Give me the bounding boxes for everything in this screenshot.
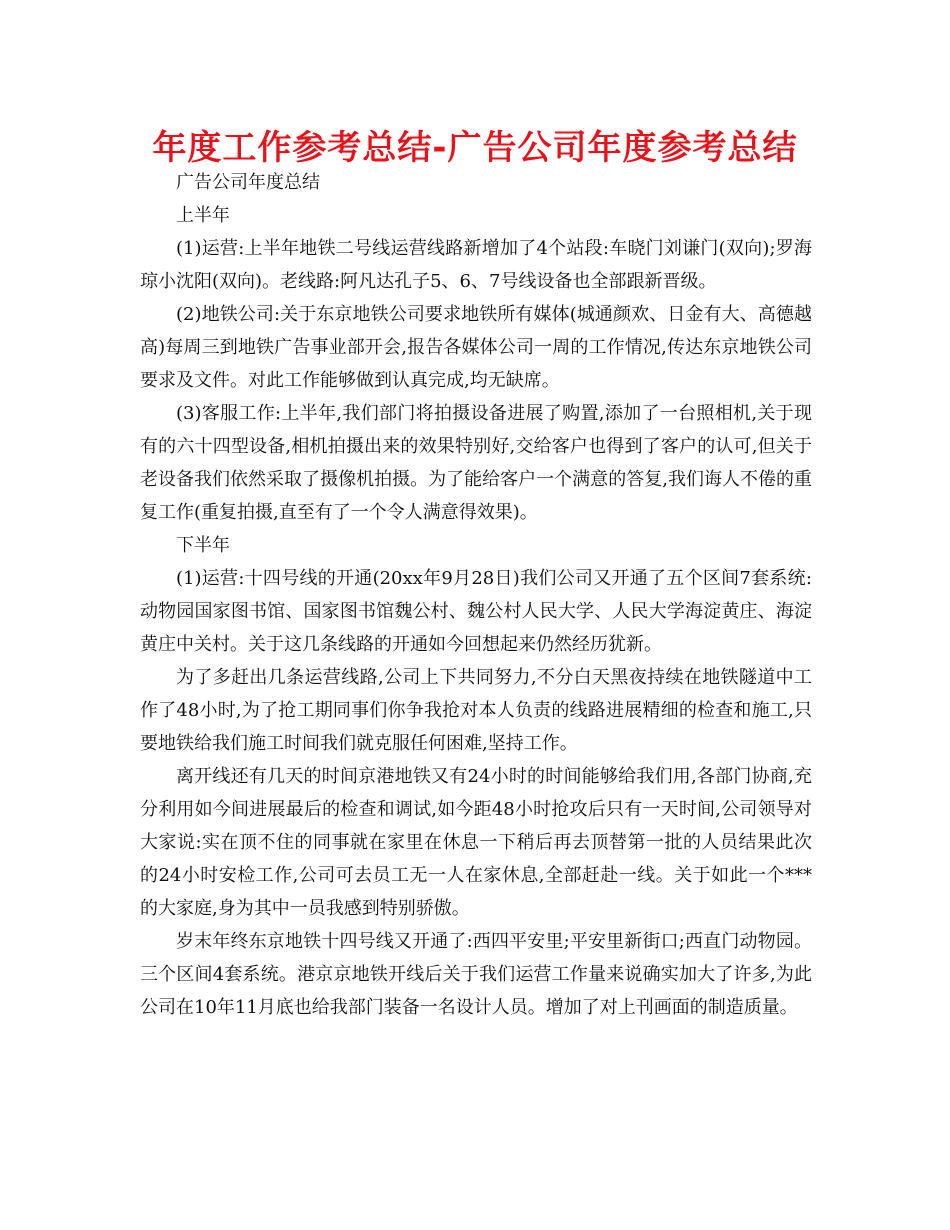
section-heading-second-half: 下半年 xyxy=(176,535,230,556)
paragraph: 岁末年终东京地铁十四号线又开通了:西四平安里;平安里新街口;西直门动物园。三个区间4套系统。港京京地铁开线后关于我们运营工作量来说确实加大了许多,为此公司在10年11月底也给我部门装备一名设计人员。增加了对上刊画面的制造质量。 xyxy=(140,931,812,1018)
paragraph: 为了多赶出几条运营线路,公司上下共同努力,不分白天黑夜持续在地铁隧道中工作了48小时,为了抢工期同事们你争我抢对本人负责的线路进展精细的检查和施工,只要地铁给我们施工时间我们就克服任何困难,坚持工作。 xyxy=(140,667,812,754)
paragraph-subtitle: 广告公司年度总结 xyxy=(176,172,320,193)
document-title: 年度工作参考总结-广告公司年度参考总结 xyxy=(152,128,798,168)
paragraph: 离开线还有几天的时间京港地铁又有24小时的时间能够给我们用,各部门协商,充分利用如今间进展最后的检查和调试,如今距48小时抢攻后只有一天时间,公司领导对大家说:实在顶不住的同事就在家里在休息一下稍后再去顶替第一批的人员结果此次的24小时安检工作,公司可去员工无一人在家休息,全部赶赴一线。关于如此一个***的大家庭,身为其中一员我感到特别骄傲。 xyxy=(140,766,812,919)
paragraph: (1)运营:十四号线的开通(20xx年9月28日)我们公司又开通了五个区间7套系统:动物园国家图书馆、国家图书馆魏公村、魏公村人民大学、人民大学海淀黄庄、海淀黄庄中关村。关于这几条线路的开通如今回想起来仍然经历犹新。 xyxy=(140,568,812,655)
paragraph: (2)地铁公司:关于东京地铁公司要求地铁所有媒体(城通颜欢、日金有大、高德越高)每周三到地铁广告事业部开会,报告各媒体公司一周的工作情况,传达东京地铁公司要求及文件。对此工作能够做到认真完成,均无缺席。 xyxy=(140,304,812,391)
paragraph: (1)运营:上半年地铁二号线运营线路新增加了4个站段:车晓门刘谦门(双向);罗海琼小沈阳(双向)。老线路:阿凡达孔子5、6、7号线设备也全部跟新晋级。 xyxy=(140,238,812,292)
paragraph: (3)客服工作:上半年,我们部门将拍摄设备进展了购置,添加了一台照相机,关于现有的六十四型设备,相机拍摄出来的效果特别好,交给客户也得到了客户的认可,但关于老设备我们依然采取了摄像机拍摄。为了能给客户一个满意的答复,我们诲人不倦的重复工作(重复拍摄,直至有了一个令人满意得效果)。 xyxy=(140,403,812,523)
document-body xyxy=(140,166,812,1024)
section-heading-first-half: 上半年 xyxy=(176,205,230,226)
